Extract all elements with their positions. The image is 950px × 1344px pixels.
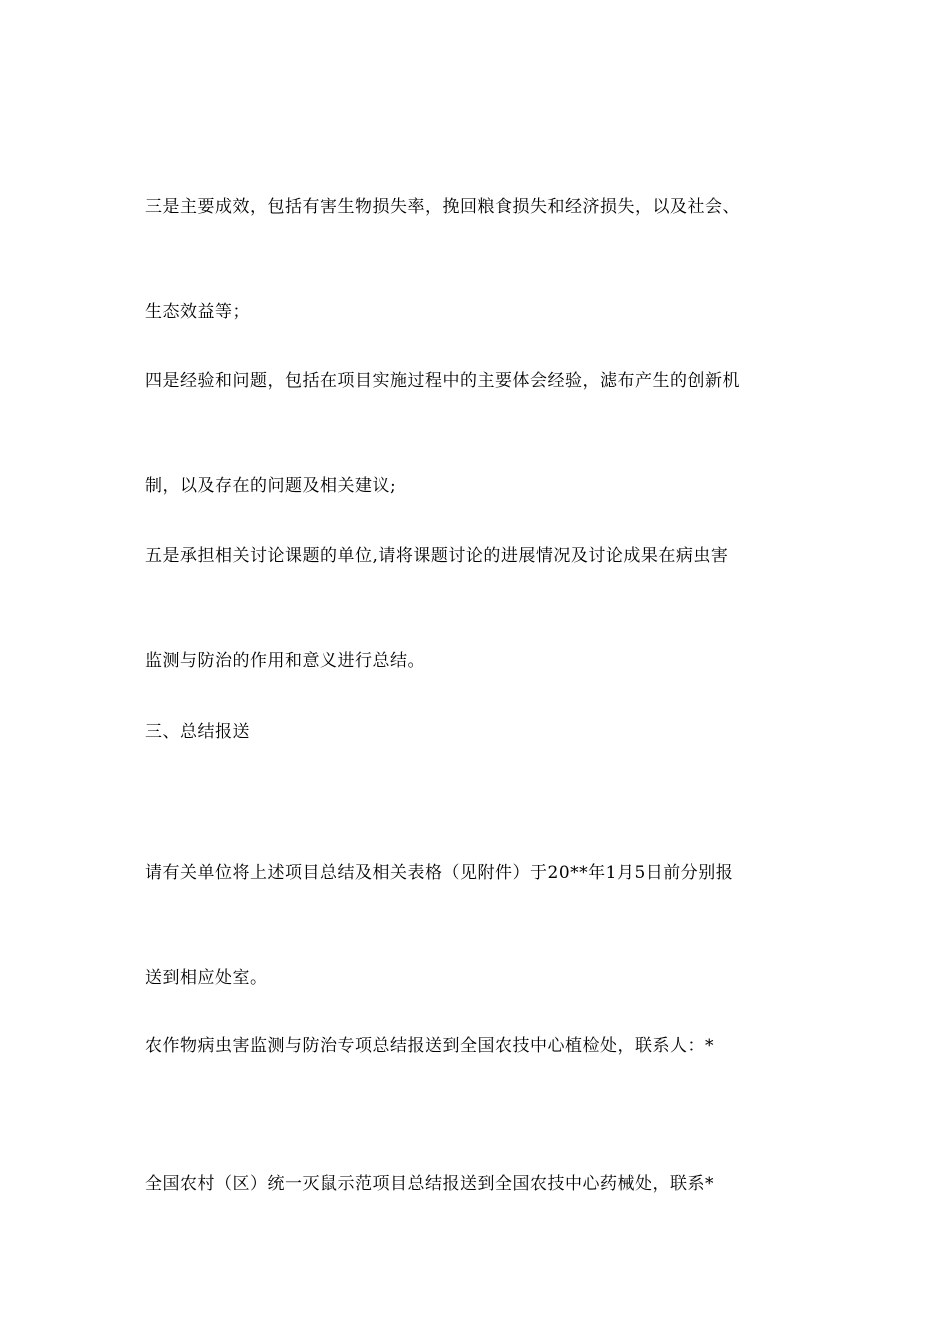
text-line: 全国农村（区）统一灭鼠示范项目总结报送到全国农技中心药械处，联系* [145,1174,714,1194]
text-line: 请有关单位将上述项目总结及相关表格（见附件）于20**年1月5日前分别报 [145,863,734,883]
text-line: 五是承担相关讨论课题的单位,请将课题讨论的进展情况及讨论成果在病虫害 [145,546,729,566]
text-line: 制，以及存在的问题及相关建议; [145,476,397,496]
text-line: 三是主要成效，包括有害生物损失率，挽回粮食损失和经济损失，以及社会、 [145,197,740,217]
text-line: 监测与防治的作用和意义进行总结。 [145,651,425,671]
text-line: 送到相应处室。 [145,968,268,988]
text-line: 四是经验和问题，包括在项目实施过程中的主要体会经验，滤布产生的创新机 [145,371,740,391]
text-line: 农作物病虫害监测与防治专项总结报送到全国农技中心植检处，联系人：* [145,1036,714,1056]
paragraph-rodent-control-contact [145,1097,810,1272]
text-line: 生态效益等； [145,302,250,322]
section-heading: 三、总结报送 [145,722,250,742]
